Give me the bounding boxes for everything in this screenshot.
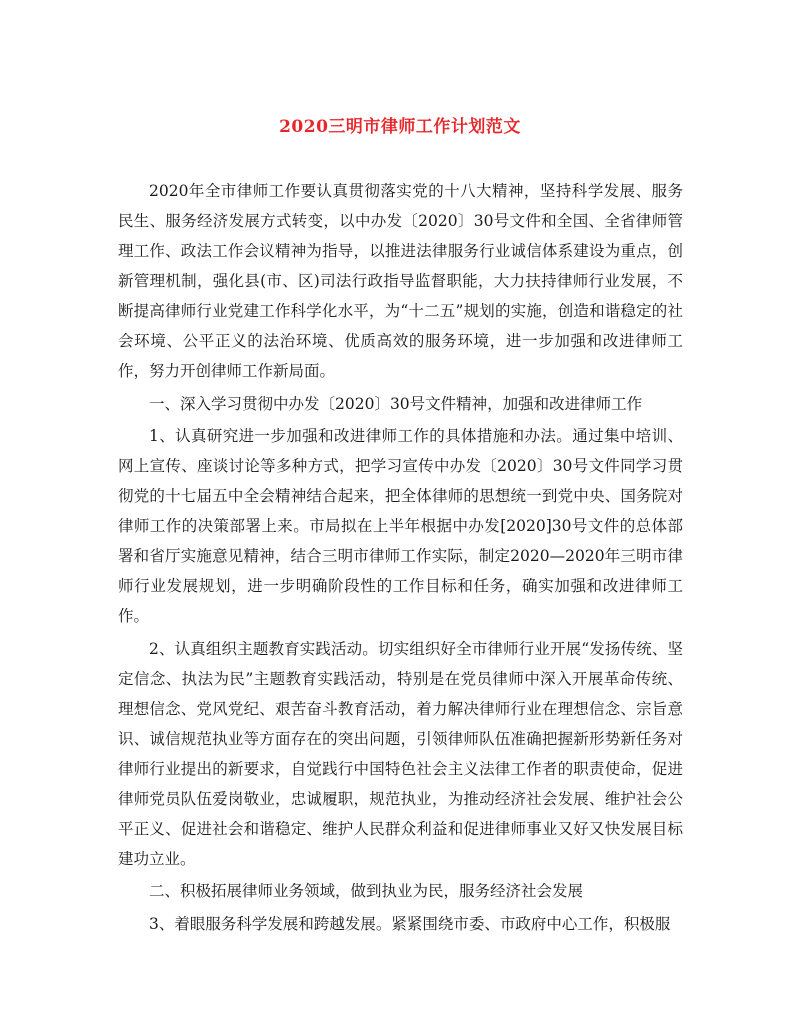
- paragraph-intro: 2020年全市律师工作要认真贯彻落实党的十八大精神，坚持科学发展、服务民生、服务经济发展方式转变，以中办发〔2020〕30号文件和全国、全省律师管理工作、政法工作会议精神为指导，以推进法律服务行业诚信体系建设为重点，创新管理机制，强化县(市、区)司法行政指导监督职能，大力扶持律师行业发展，不断提高律师行业党建工作科学化水平，为“十二五”规划的实施，创造和谐稳定的社会环境、公平正义的法治环境、优质高效的服务环境，进一步加强和改进律师工作，努力开创律师工作新局面。: [118, 182, 683, 380]
- document-title: 2020三明市律师工作计划范文: [279, 117, 521, 137]
- paragraph-item-1: 1、认真研究进一步加强和改进律师工作的具体措施和办法。通过集中培训、网上宣传、座谈讨论等多种方式，把学习宣传中办发〔2020〕30号文件同学习贯彻党的十七届五中全会精神结合起来，把全体律师的思想统一到党中央、国务院对律师工作的决策部署上来。市局拟在上半年根据中办发[2020]30号文件的总体部署和省厅实施意见精神，结合三明市律师工作实际，制定2020—2020年三明市律师行业发展规划，进一步明确阶段性的工作目标和任务，确实加强和改进律师工作。: [118, 427, 683, 626]
- paragraph-item-2: 2、认真组织主题教育实践活动。切实组织好全市律师行业开展“发扬传统、坚定信念、执法为民”主题教育实践活动，特别是在党员律师中深入开展革命传统、理想信念、党风党纪、艰苦奋斗教育活动，着力解决律师行业在理想信念、宗旨意识、诚信规范执业等方面存在的突出问题，引领律师队伍准确把握新形势新任务对律师行业提出的新要求，自觉践行中国特色社会主义法律工作者的职责使命，促进律师党员队伍爱岗敬业，忠诚履职，规范执业，为推动经济社会发展、维护社会公平正义、促进社会和谐稳定、维护人民群众利益和促进律师事业又好又快发展目标建功立业。: [118, 639, 683, 868]
- section-heading-2: 二、积极拓展律师业务领域，做到执业为民，服务经济社会发展: [149, 882, 584, 901]
- document-body: [118, 176, 683, 942]
- section-heading-1: 一、深入学习贯彻中办发〔2020〕30号文件精神，加强和改进律师工作: [149, 394, 643, 413]
- paragraph-item-3: 3、着眼服务科学发展和跨越发展。紧紧围绕市委、市政府中心工作，积极服: [149, 914, 671, 933]
